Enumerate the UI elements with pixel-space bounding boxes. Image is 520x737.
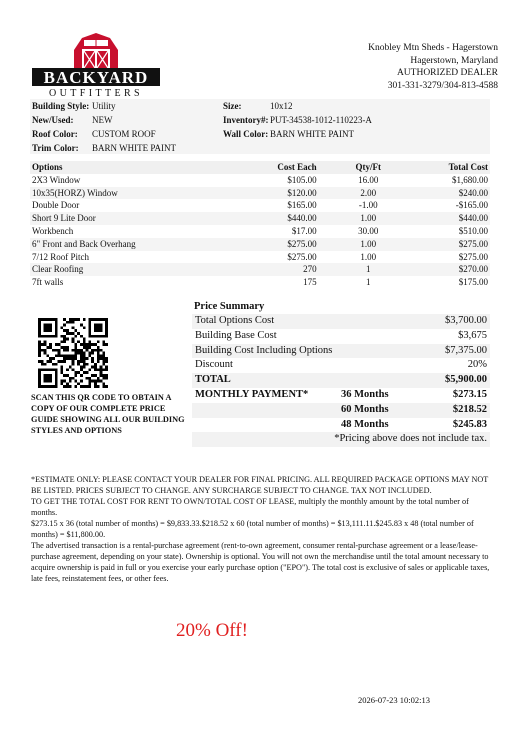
price-summary-title: Price Summary [194, 301, 265, 312]
monthly-payment-label: MONTHLY PAYMENT* [195, 388, 309, 400]
summary-row-monthly-48 [192, 418, 490, 433]
col-options: Options [30, 161, 219, 174]
info-row-1 [30, 99, 490, 113]
new-used-label: New/Used: [32, 115, 74, 125]
option-total: $270.00 [418, 263, 490, 276]
option-qty: 2.00 [319, 187, 418, 200]
option-qty: 1 [366, 277, 371, 288]
table-row [30, 251, 490, 264]
col-total-cost: Total Cost [418, 161, 490, 174]
table-row [30, 238, 490, 251]
inventory-label: Inventory#: [223, 115, 269, 125]
option-name: Double Door [32, 200, 80, 211]
total-value: $5,900.00 [418, 373, 490, 388]
summary-row-monthly-60 [192, 403, 490, 418]
dealer-status: AUTHORIZED DEALER [396, 68, 498, 78]
base-cost-value: $3,675 [458, 329, 487, 341]
summary-row-including [192, 344, 490, 359]
summary-row-total [192, 373, 490, 388]
option-qty: 1 [319, 263, 418, 276]
option-cost: $275.00 [287, 251, 317, 262]
option-name: 2X3 Window [32, 174, 81, 185]
table-row [30, 187, 490, 200]
table-row [30, 225, 490, 238]
dealer-phone: 301-331-3279/304-813-4588 [387, 80, 498, 91]
trim-color-label: Trim Color: [32, 143, 79, 153]
dealer-info [368, 42, 498, 92]
option-name: Short 9 Lite Door [30, 212, 219, 225]
table-row [30, 199, 490, 212]
discount-value: 20% [467, 359, 487, 371]
size-value: 10x12 [270, 101, 293, 111]
wall-color-label: Wall Color: [223, 129, 269, 139]
months-36-value: $273.15 [452, 388, 487, 400]
option-qty: 1.00 [319, 212, 418, 225]
options-header-row [30, 161, 490, 174]
option-total: $175.00 [458, 277, 488, 288]
option-total: $1,680.00 [452, 174, 488, 185]
months-60-value: $218.52 [418, 403, 490, 418]
option-total: $275.00 [458, 251, 488, 262]
price-summary-table [192, 314, 490, 447]
option-name: 7ft walls [32, 277, 64, 288]
disclaimer-estimate: *ESTIMATE ONLY: PLEASE CONTACT YOUR DEALER FOR FINAL PRICING. ALL REQUIRED PACKAGE OPTIONS MAY NOT BE LISTED. PRICES SUBJECT TO CHANGE. ANY SURCHARGE SUBJECT TO CHANGE. TAX NOT INCLUDED. [31, 475, 489, 495]
option-cost: $275.00 [219, 238, 319, 251]
cost-including-value: $7,375.00 [418, 344, 490, 359]
info-row-3 [30, 127, 490, 141]
table-row [30, 212, 490, 225]
dealer-location: Hagerstown, Maryland [410, 55, 498, 66]
backyard-outfitters-logo [30, 32, 162, 100]
info-row-4 [30, 141, 490, 155]
cost-including-label: Building Cost Including Options [192, 344, 418, 359]
options-table [30, 161, 490, 289]
discount-banner: 20% Off! [176, 620, 248, 641]
table-row [30, 263, 490, 276]
option-cost: $17.00 [291, 225, 317, 236]
summary-row-monthly-36 [192, 388, 490, 403]
option-qty: 30.00 [358, 225, 379, 236]
option-qty: -1.00 [358, 200, 378, 211]
option-qty: 1.00 [319, 238, 418, 251]
months-36-label: 36 Months [341, 388, 389, 400]
qr-instructions: SCAN THIS QR CODE TO OBTAIN A COPY OF OUR COMPLETE PRICE GUIDE SHOWING ALL OUR BUILDING STYLES AND OPTIONS [31, 393, 185, 435]
option-cost: 270 [219, 263, 319, 276]
roof-color-label: Roof Color: [32, 129, 78, 139]
base-cost-label: Building Base Cost [195, 329, 277, 341]
building-style-value: Utility [92, 101, 116, 111]
new-used-value: NEW [92, 115, 113, 125]
qr-code-icon[interactable] [38, 318, 108, 388]
building-style-label: Building Style: [32, 101, 90, 111]
option-name: 7/12 Roof Pitch [32, 251, 90, 262]
discount-label: Discount [195, 359, 233, 371]
total-options-label: Total Options Cost [192, 314, 418, 329]
option-name: 10x35(HORZ) Window [30, 187, 219, 200]
option-name: 6" Front and Back Overhang [30, 238, 219, 251]
summary-row-base [192, 329, 490, 344]
wall-color-value: BARN WHITE PAINT [270, 129, 355, 139]
col-cost-each: Cost Each [219, 161, 319, 174]
logo-word-backyard: BACKYARD [43, 68, 149, 87]
option-qty: 16.00 [358, 174, 379, 185]
months-48-value: $245.83 [452, 418, 487, 430]
option-total: $510.00 [458, 225, 488, 236]
option-total: $440.00 [418, 212, 490, 225]
disclaimer-total-cost: TO GET THE TOTAL COST FOR RENT TO OWN/TOTAL COST OF LEASE, multiply the monthly amount by the total number of months. [31, 497, 469, 517]
months-60-label: 60 Months [338, 403, 418, 418]
option-total: $275.00 [418, 238, 490, 251]
disclaimer [31, 474, 491, 584]
option-name: Workbench [32, 225, 74, 236]
disclaimer-calculation: $273.15 x 36 (total number of months) = $9,833.33.$218.52 x 60 (total number of months) = $13,111.11.$245.83 x 48 (total number of months) = $11,800.00. [31, 519, 474, 539]
option-total: $240.00 [418, 187, 490, 200]
col-qty: Qty/Ft [319, 161, 418, 174]
summary-row-options [192, 314, 490, 329]
total-options-value: $3,700.00 [418, 314, 490, 329]
info-row-2 [30, 113, 490, 127]
trim-color-value: BARN WHITE PAINT [92, 143, 177, 153]
summary-row-discount [192, 358, 490, 373]
building-info [30, 99, 490, 154]
inventory-value: PUT-34538-1012-110223-A [270, 115, 372, 125]
timestamp: 2026-07-23 10:02:13 [358, 695, 431, 705]
option-qty: 1.00 [360, 251, 377, 262]
size-label: Size: [223, 101, 242, 111]
summary-row-tax-note [192, 432, 490, 447]
table-row [30, 276, 490, 289]
option-cost: $120.00 [219, 187, 319, 200]
option-cost: $165.00 [287, 200, 317, 211]
option-total: -$165.00 [455, 200, 488, 211]
option-cost: $105.00 [287, 174, 317, 185]
option-cost: 175 [303, 277, 317, 288]
months-48-label: 48 Months [341, 418, 389, 430]
option-name: Clear Roofing [30, 263, 219, 276]
dealer-name: Knobley Mtn Sheds - Hagerstown [368, 43, 498, 53]
total-label: TOTAL [192, 373, 418, 388]
table-row [30, 174, 490, 187]
barn-icon [74, 33, 118, 68]
roof-color-value: CUSTOM ROOF [92, 129, 156, 139]
option-cost: $440.00 [219, 212, 319, 225]
tax-note: *Pricing above does not include tax. [192, 432, 490, 447]
disclaimer-agreement: The advertised transaction is a rental-purchase agreement (rent-to-own agreement, consumer rental-purchase agreement or a lease/lease-purchase agreement, depending on your state). Ownership is optional. You will not own the merchandise until the total amount necessary to acquire ownership is paid in full or you exercise your early purchase option ("EPO"). The total cost is exclusive of sales or applicable taxes, late fees, reinstatement fees, or other fees. [31, 541, 490, 583]
logo-word-outfitters: OUTFITTERS [49, 88, 143, 99]
